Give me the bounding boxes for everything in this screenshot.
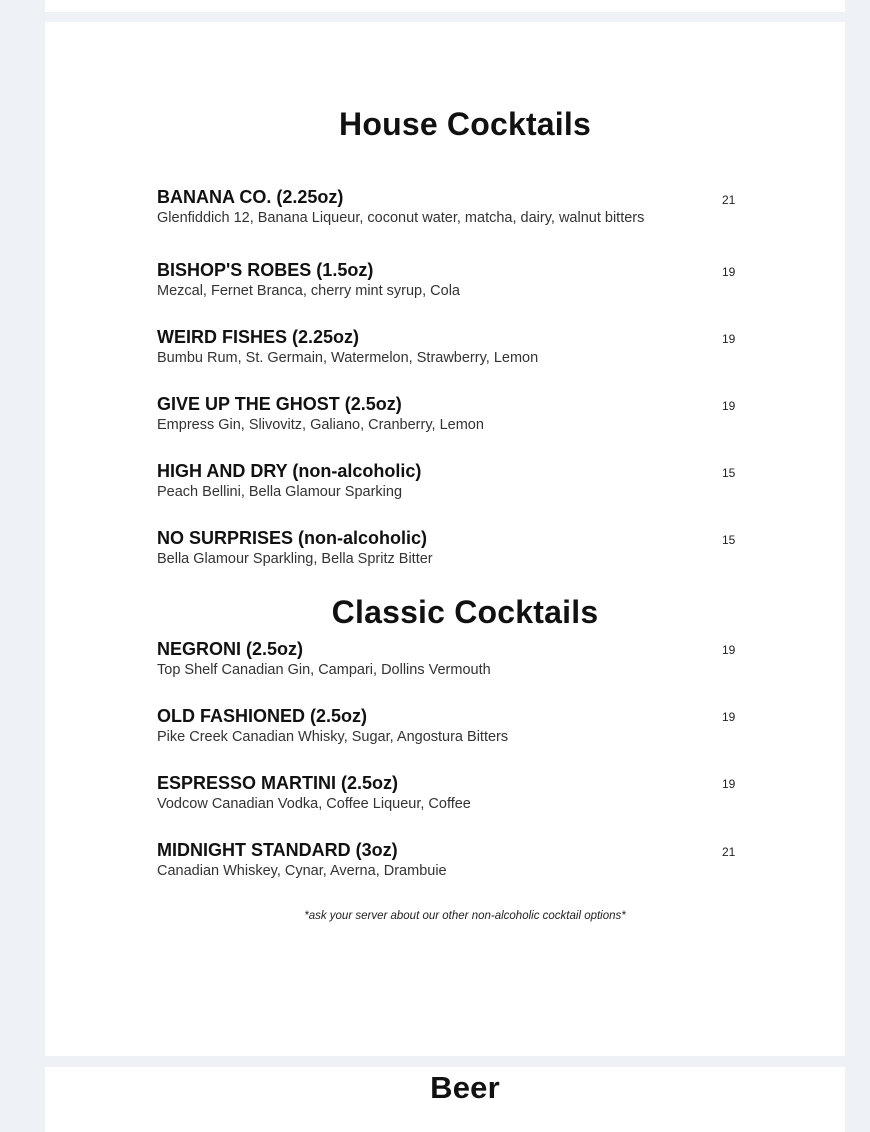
menu-item [157, 186, 757, 228]
item-name: HIGH AND DRY (non-alcoholic) [157, 461, 422, 481]
next-page [45, 1067, 845, 1132]
menu-item [157, 259, 757, 301]
item-name: GIVE UP THE GHOST (2.5oz) [157, 394, 402, 414]
menu-item [157, 772, 757, 814]
item-description: Pike Creek Canadian Whisky, Sugar, Angostura Bitters [157, 729, 509, 745]
item-description: Glenfiddich 12, Banana Liqueur, coconut water, matcha, dairy, walnut bitters [157, 210, 645, 226]
item-description: Bumbu Rum, St. Germain, Watermelon, Strawberry, Lemon [157, 350, 539, 366]
beer-heading: Beer [430, 1070, 500, 1105]
house-cocktails-heading: House Cocktails [339, 106, 591, 142]
item-name: BANANA CO. (2.25oz) [157, 187, 344, 207]
item-price: 19 [722, 710, 736, 724]
item-price: 15 [722, 533, 736, 547]
non-alcoholic-note: *ask your server about our other non-alcoholic cocktail options* [304, 910, 626, 922]
menu-item [157, 705, 757, 747]
menu-item [157, 839, 757, 881]
item-name: WEIRD FISHES (2.25oz) [157, 327, 360, 347]
menu-item [157, 393, 757, 435]
item-name: BISHOP'S ROBES (1.5oz) [157, 260, 374, 280]
item-price: 19 [722, 777, 736, 791]
item-description: Mezcal, Fernet Branca, cherry mint syrup, Cola [157, 283, 460, 299]
item-price: 21 [722, 845, 736, 859]
previous-page [45, 0, 845, 12]
item-name: ESPRESSO MARTINI (2.5oz) [157, 773, 399, 793]
classic-cocktails-heading: Classic Cocktails [331, 594, 599, 630]
menu-item [157, 527, 757, 569]
item-price: 19 [722, 265, 736, 279]
item-price: 19 [722, 643, 736, 657]
item-name: NEGRONI (2.5oz) [157, 639, 304, 659]
item-name: MIDNIGHT STANDARD (3oz) [157, 840, 398, 860]
menu-page [45, 22, 845, 1056]
menu-item [157, 460, 757, 502]
item-description: Top Shelf Canadian Gin, Campari, Dollins Vermouth [157, 662, 491, 678]
menu-item [157, 326, 757, 368]
item-description: Bella Glamour Sparkling, Bella Spritz Bitter [157, 551, 433, 567]
menu-item [157, 638, 757, 680]
item-description: Canadian Whiskey, Cynar, Averna, Drambuie [157, 863, 447, 879]
item-price: 15 [722, 466, 736, 480]
item-price: 19 [722, 399, 736, 413]
item-description: Empress Gin, Slivovitz, Galiano, Cranberry, Lemon [157, 417, 484, 433]
item-name: NO SURPRISES (non-alcoholic) [157, 528, 428, 548]
item-price: 21 [722, 193, 736, 207]
item-description: Peach Bellini, Bella Glamour Sparking [157, 484, 403, 500]
item-price: 19 [722, 332, 736, 346]
item-name: OLD FASHIONED (2.5oz) [157, 706, 368, 726]
item-description: Vodcow Canadian Vodka, Coffee Liqueur, Coffee [157, 796, 471, 812]
